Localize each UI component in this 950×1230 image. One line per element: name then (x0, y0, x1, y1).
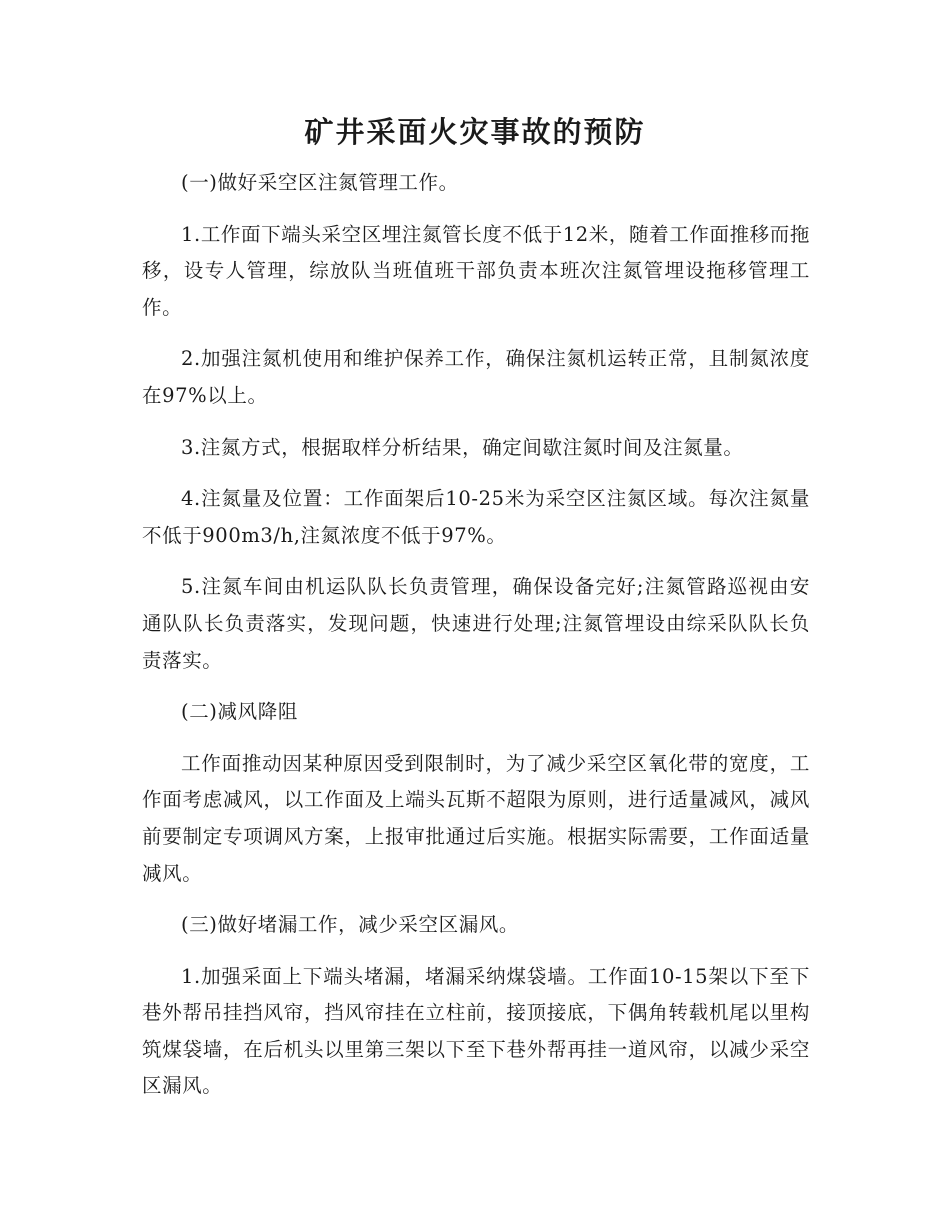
paragraph-airflow: 工作面推动因某种原因受到限制时，为了减少采空区氧化带的宽度，工作面考虑减风，以工作面及上端头瓦斯不超限为原则，进行适量减风，减风前要制定专项调风方案，上报审批通过后实施。根据实际需要，工作面适量减风。 (142, 751, 810, 885)
section-heading-airflow: (二)减风降阻 (181, 700, 298, 724)
paragraph-leak-sealing-1: 1.加强采面上下端头堵漏，堵漏采纳煤袋墙。工作面10-15架以下至下巷外帮吊挂挡风帘，挡风帘挂在立柱前，接顶接底，下偶角转载机尾以里构筑煤袋墙，在后机头以里第三架以下至下巷外帮再挂一道风帘，以减少采空区漏风。 (142, 964, 810, 1098)
document-title: 矿井采面火灾事故的预防 (304, 115, 646, 149)
paragraph-item-2: 2.加强注氮机使用和维护保养工作，确保注氮机运转正常，且制氮浓度在97%以上。 (142, 347, 810, 407)
paragraph-item-4: 4.注氮量及位置：工作面架后10-25米为采空区注氮区域。每次注氮量不低于900m3/h,注氮浓度不低于97%。 (142, 487, 810, 547)
paragraph-item-1: 1.工作面下端头采空区埋注氮管长度不低于12米，随着工作面推移而拖移，设专人管理，综放队当班值班干部负责本班次注氮管埋设拖移管理工作。 (142, 222, 810, 319)
section-heading-nitrogen: (一)做好采空区注氮管理工作。 (181, 171, 459, 194)
section-heading-leak-sealing: (三)做好堵漏工作，减少采空区漏风。 (181, 913, 520, 937)
document-body (142, 165, 810, 1120)
paragraph-item-3: 3.注氮方式，根据取样分析结果，确定间歇注氮时间及注氮量。 (181, 435, 744, 459)
paragraph-item-5: 5.注氮车间由机运队队长负责管理，确保设备完好;注氮管路巡视由安通队队长负责落实，发现问题，快速进行处理;注氮管埋设由综采队队长负责落实。 (142, 575, 810, 672)
